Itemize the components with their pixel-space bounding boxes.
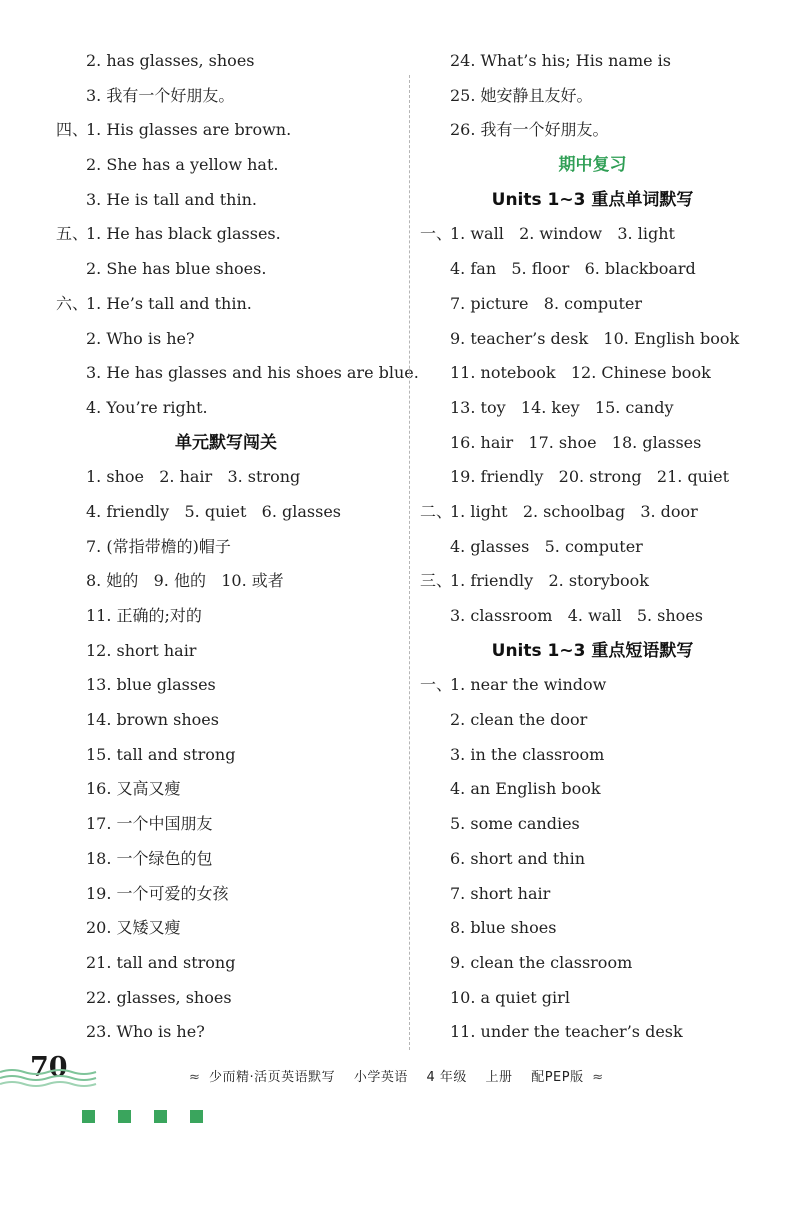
answer-text: 1. He’s tall and thin. [86, 293, 252, 313]
answer-line [420, 668, 765, 703]
answer-line [56, 530, 396, 565]
answer-text: 2. She has a yellow hat. [86, 155, 279, 175]
answer-text: 24. What’s his; His name is [450, 51, 672, 70]
answer-text: 3. He has glasses and his shoes are blue. [86, 363, 419, 383]
answer-line [420, 44, 765, 79]
column-divider [409, 75, 410, 1050]
answer-line [420, 599, 765, 634]
answer-line [56, 911, 396, 946]
answer-line [56, 44, 396, 79]
answer-text: 10. a quiet girl [450, 987, 570, 1007]
answer-line [420, 322, 765, 357]
decorative-waves-icon [0, 1068, 100, 1098]
footer-info [185, 1066, 608, 1085]
section-heading: Units 1~3 重点短语默写 [491, 640, 694, 661]
answer-line [56, 356, 419, 391]
footer-subject: 小学英语 [353, 1070, 408, 1085]
decorative-squares [82, 1108, 221, 1127]
answer-text: 19. friendly 20. strong 21. quiet [450, 467, 729, 487]
answer-text: 1. near the window [450, 675, 607, 695]
answer-line [420, 807, 765, 842]
answer-text: 2. Who is he? [86, 328, 195, 348]
answer-text: 8. blue shoes [450, 918, 557, 938]
answer-line [56, 183, 396, 218]
answer-text: 7. picture 8. computer [450, 293, 642, 313]
answer-text: 3. classroom 4. wall 5. shoes [450, 606, 703, 625]
answer-text: 8. 她的 9. 他的 10. 或者 [86, 571, 284, 591]
right-column [420, 44, 765, 1050]
answer-line [56, 981, 396, 1016]
page-number: 70 [30, 1052, 68, 1083]
answer-text: 4. glasses 5. computer [450, 536, 643, 556]
footer-volume: 上册 [485, 1070, 513, 1085]
answer-line [420, 946, 765, 981]
answer-line [420, 113, 765, 148]
answer-line [420, 703, 765, 738]
answer-text: 9. teacher’s desk 10. English book [450, 328, 740, 348]
answer-line [56, 946, 396, 981]
answer-line [420, 356, 765, 391]
answer-text: 20. 又矮又瘦 [86, 918, 181, 938]
footer-series: 少而精·活页英语默写 [209, 1070, 336, 1085]
answer-text: 1. light 2. schoolbag 3. door [450, 501, 698, 521]
answer-line [56, 460, 396, 495]
answer-line [420, 738, 765, 773]
answer-text: 13. blue glasses [86, 675, 216, 695]
answer-text: 18. 一个绿色的包 [86, 848, 213, 868]
answer-line [420, 460, 765, 495]
answer-text: 1. wall 2. window 3. light [450, 224, 675, 244]
answer-line [56, 634, 396, 669]
footer-edition: 配PEP版 [531, 1070, 584, 1085]
answer-line [56, 599, 396, 634]
answer-text: 9. clean the classroom [450, 952, 633, 972]
answer-text: 1. shoe 2. hair 3. strong [86, 467, 301, 487]
answer-line [56, 148, 396, 183]
green-square-icon [154, 1110, 167, 1123]
green-square-icon [190, 1110, 203, 1123]
answer-text: 7. (常指带檐的)帽子 [86, 536, 231, 556]
answer-text: 4. friendly 5. quiet 6. glasses [86, 501, 341, 521]
answer-text: 11. notebook 12. Chinese book [450, 363, 711, 383]
answer-line [420, 911, 765, 946]
answer-line [56, 772, 396, 807]
answer-line [420, 495, 765, 530]
answer-text: 11. 正确的;对的 [86, 606, 202, 625]
answer-line [56, 842, 396, 877]
answer-line [420, 772, 765, 807]
answer-text: 3. He is tall and thin. [86, 189, 257, 209]
answer-line [56, 217, 396, 252]
answer-line [420, 217, 765, 252]
answer-line [420, 530, 765, 565]
answer-line [420, 391, 765, 426]
section-number: 三、 [420, 571, 453, 591]
answer-line [420, 842, 765, 877]
answer-text: 4. an English book [450, 779, 601, 799]
answer-text: 4. fan 5. floor 6. blackboard [450, 259, 696, 279]
section-number: 一、 [420, 675, 453, 695]
answer-text: 2. She has blue shoes. [86, 259, 267, 279]
answer-text: 5. some candies [450, 814, 580, 834]
answer-line [56, 668, 396, 703]
answer-line [56, 113, 396, 148]
answer-line [420, 564, 765, 599]
answer-text: 14. brown shoes [86, 710, 219, 730]
answer-line [56, 877, 396, 912]
section-number: 四、 [56, 120, 89, 140]
answer-line [420, 79, 765, 114]
answer-text: 16. 又高又瘦 [86, 779, 181, 799]
section-number: 一、 [420, 224, 453, 244]
answer-line [420, 1015, 765, 1050]
wave-glyph-icon: ≈ [189, 1070, 201, 1085]
answer-text: 1. friendly 2. storybook [450, 571, 649, 591]
answer-line [56, 322, 396, 357]
answer-text: 23. Who is he? [86, 1022, 205, 1042]
answer-text: 25. 她安静且友好。 [450, 85, 593, 105]
answer-text: 4. You’re right. [86, 397, 208, 417]
section-heading: 期中复习 [558, 155, 627, 176]
answer-line [56, 703, 396, 738]
answer-line [56, 391, 396, 426]
answer-text: 21. tall and strong [86, 952, 236, 972]
answer-line [56, 252, 396, 287]
answer-text: 6. short and thin [450, 848, 585, 868]
answer-text: 15. tall and strong [86, 744, 236, 764]
answer-line [56, 1015, 396, 1050]
left-column [56, 44, 419, 1050]
answer-line [56, 495, 396, 530]
answer-text: 1. He has black glasses. [86, 224, 281, 244]
answer-text: 12. short hair [86, 640, 197, 660]
section-number: 五、 [56, 224, 89, 244]
green-square-icon [118, 1110, 131, 1123]
section-number: 二、 [420, 501, 453, 521]
answer-line [56, 287, 396, 322]
answer-text: 17. 一个中国朋友 [86, 814, 213, 834]
answer-text: 11. under the teacher’s desk [450, 1022, 683, 1042]
answer-text: 2. has glasses, shoes [86, 51, 255, 70]
green-square-icon [82, 1110, 95, 1123]
answer-text: 2. clean the door [450, 710, 588, 730]
section-heading: 单元默写闯关 [175, 432, 277, 453]
answer-line [420, 252, 765, 287]
answer-text: 26. 我有一个好朋友。 [450, 120, 609, 140]
section-heading: Units 1~3 重点单词默写 [491, 189, 694, 210]
wave-glyph-icon: ≈ [592, 1070, 604, 1085]
answer-text: 13. toy 14. key 15. candy [450, 397, 674, 417]
footer-grade: 4 年级 [426, 1070, 467, 1085]
answer-text: 3. in the classroom [450, 744, 605, 764]
section-number: 六、 [56, 293, 89, 313]
answer-text: 16. hair 17. shoe 18. glasses [450, 432, 702, 452]
answer-text: 1. His glasses are brown. [86, 120, 292, 140]
answer-line [56, 79, 396, 114]
answer-line [420, 877, 765, 912]
answer-text: 3. 我有一个好朋友。 [86, 85, 235, 105]
answer-line [420, 426, 765, 461]
answer-line [420, 287, 765, 322]
answer-text: 7. short hair [450, 883, 551, 903]
answer-line [56, 564, 396, 599]
answer-text: 22. glasses, shoes [86, 987, 232, 1007]
answer-line [420, 981, 765, 1016]
answer-line [56, 738, 396, 773]
answer-text: 19. 一个可爱的女孩 [86, 883, 229, 903]
answer-line [56, 807, 396, 842]
